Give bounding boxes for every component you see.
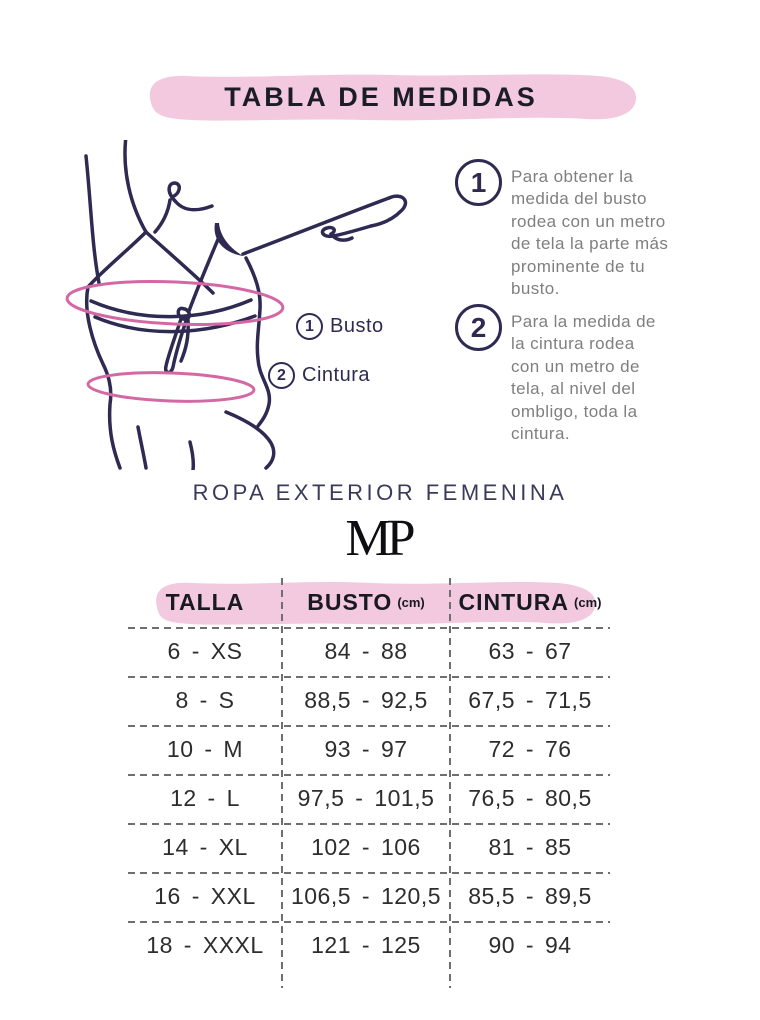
busto-label: Busto bbox=[330, 315, 384, 337]
cell-busto: 97,5 - 101,5 bbox=[297, 785, 435, 811]
cell-cintura: 72 - 76 bbox=[488, 736, 572, 762]
column-header-cintura bbox=[450, 578, 610, 627]
header-label: TALLA bbox=[165, 589, 245, 615]
step-2-line: la cintura rodea bbox=[511, 334, 635, 354]
row-divider bbox=[128, 774, 610, 776]
step-2-line: Para la medida de bbox=[511, 312, 656, 331]
step-1-line: prominente de tu bbox=[511, 256, 645, 276]
cell-talla: 10 - M bbox=[166, 736, 244, 762]
column-header-talla bbox=[128, 578, 282, 627]
title-banner bbox=[124, 70, 638, 125]
step-2-line: ombligo, toda la bbox=[511, 401, 638, 421]
step-1-badge: 1 bbox=[455, 159, 502, 206]
step-1-text bbox=[511, 166, 721, 300]
busto-label-group bbox=[296, 313, 384, 340]
cintura-label: Cintura bbox=[302, 364, 370, 386]
cell-talla: 12 - L bbox=[170, 785, 240, 811]
brand-logo: MP bbox=[345, 510, 411, 567]
cell-cintura: 76,5 - 80,5 bbox=[468, 785, 592, 811]
cintura-label-group bbox=[268, 362, 370, 389]
cell-busto: 93 - 97 bbox=[324, 736, 408, 762]
step-1-line: busto. bbox=[511, 279, 560, 299]
cell-talla: 18 - XXXL bbox=[146, 932, 264, 958]
cell-talla: 6 - XS bbox=[167, 638, 243, 664]
figure-body-lines bbox=[86, 140, 405, 470]
step-2-line: cintura. bbox=[511, 424, 570, 444]
step-1-line: de tela la parte más bbox=[511, 234, 669, 254]
step-2-text bbox=[511, 311, 721, 445]
cell-busto: 106,5 - 120,5 bbox=[290, 883, 442, 909]
header-label: CINTURA bbox=[458, 589, 570, 615]
cell-cintura: 81 - 85 bbox=[488, 834, 572, 860]
cell-talla: 8 - S bbox=[175, 687, 235, 713]
cell-busto: 84 - 88 bbox=[324, 638, 408, 664]
column-divider bbox=[281, 578, 283, 988]
cell-busto: 102 - 106 bbox=[311, 834, 421, 860]
shoulder-crescent bbox=[215, 223, 243, 256]
step-1-line: rodea con un metro bbox=[511, 211, 666, 231]
cell-cintura: 67,5 - 71,5 bbox=[468, 687, 592, 713]
cell-busto: 88,5 - 92,5 bbox=[304, 687, 428, 713]
row-divider bbox=[128, 627, 610, 629]
cell-cintura: 85,5 - 89,5 bbox=[468, 883, 592, 909]
section-heading: ROPA EXTERIOR FEMENINA bbox=[192, 480, 568, 505]
size-table bbox=[128, 578, 610, 990]
waist-tape-ellipse bbox=[88, 370, 255, 404]
header-unit: (cm) bbox=[397, 595, 425, 610]
cell-cintura: 63 - 67 bbox=[488, 638, 572, 664]
row-divider bbox=[128, 676, 610, 678]
step-2-line: tela, al nivel del bbox=[511, 379, 636, 399]
row-divider bbox=[128, 921, 610, 923]
step-2-line: con un metro de bbox=[511, 356, 640, 376]
row-divider bbox=[128, 823, 610, 825]
row-divider bbox=[128, 872, 610, 874]
column-divider bbox=[449, 578, 451, 988]
header-label: BUSTO bbox=[307, 589, 393, 615]
step-1-line: Para obtener la bbox=[511, 167, 634, 186]
cell-cintura: 90 - 94 bbox=[488, 932, 572, 958]
column-header-busto bbox=[282, 578, 450, 627]
page-title: TABLA DE MEDIDAS bbox=[224, 82, 538, 112]
step-2-badge: 2 bbox=[455, 304, 502, 351]
measurement-figure-illustration bbox=[50, 140, 410, 470]
cell-busto: 121 - 125 bbox=[311, 932, 421, 958]
cintura-number-badge: 2 bbox=[268, 362, 295, 389]
cell-talla: 14 - XL bbox=[162, 834, 248, 860]
cell-talla: 16 - XXL bbox=[154, 883, 256, 909]
step-1-line: medida del busto bbox=[511, 189, 647, 209]
row-divider bbox=[128, 725, 610, 727]
busto-number-badge: 1 bbox=[296, 313, 323, 340]
header-unit: (cm) bbox=[574, 595, 602, 610]
